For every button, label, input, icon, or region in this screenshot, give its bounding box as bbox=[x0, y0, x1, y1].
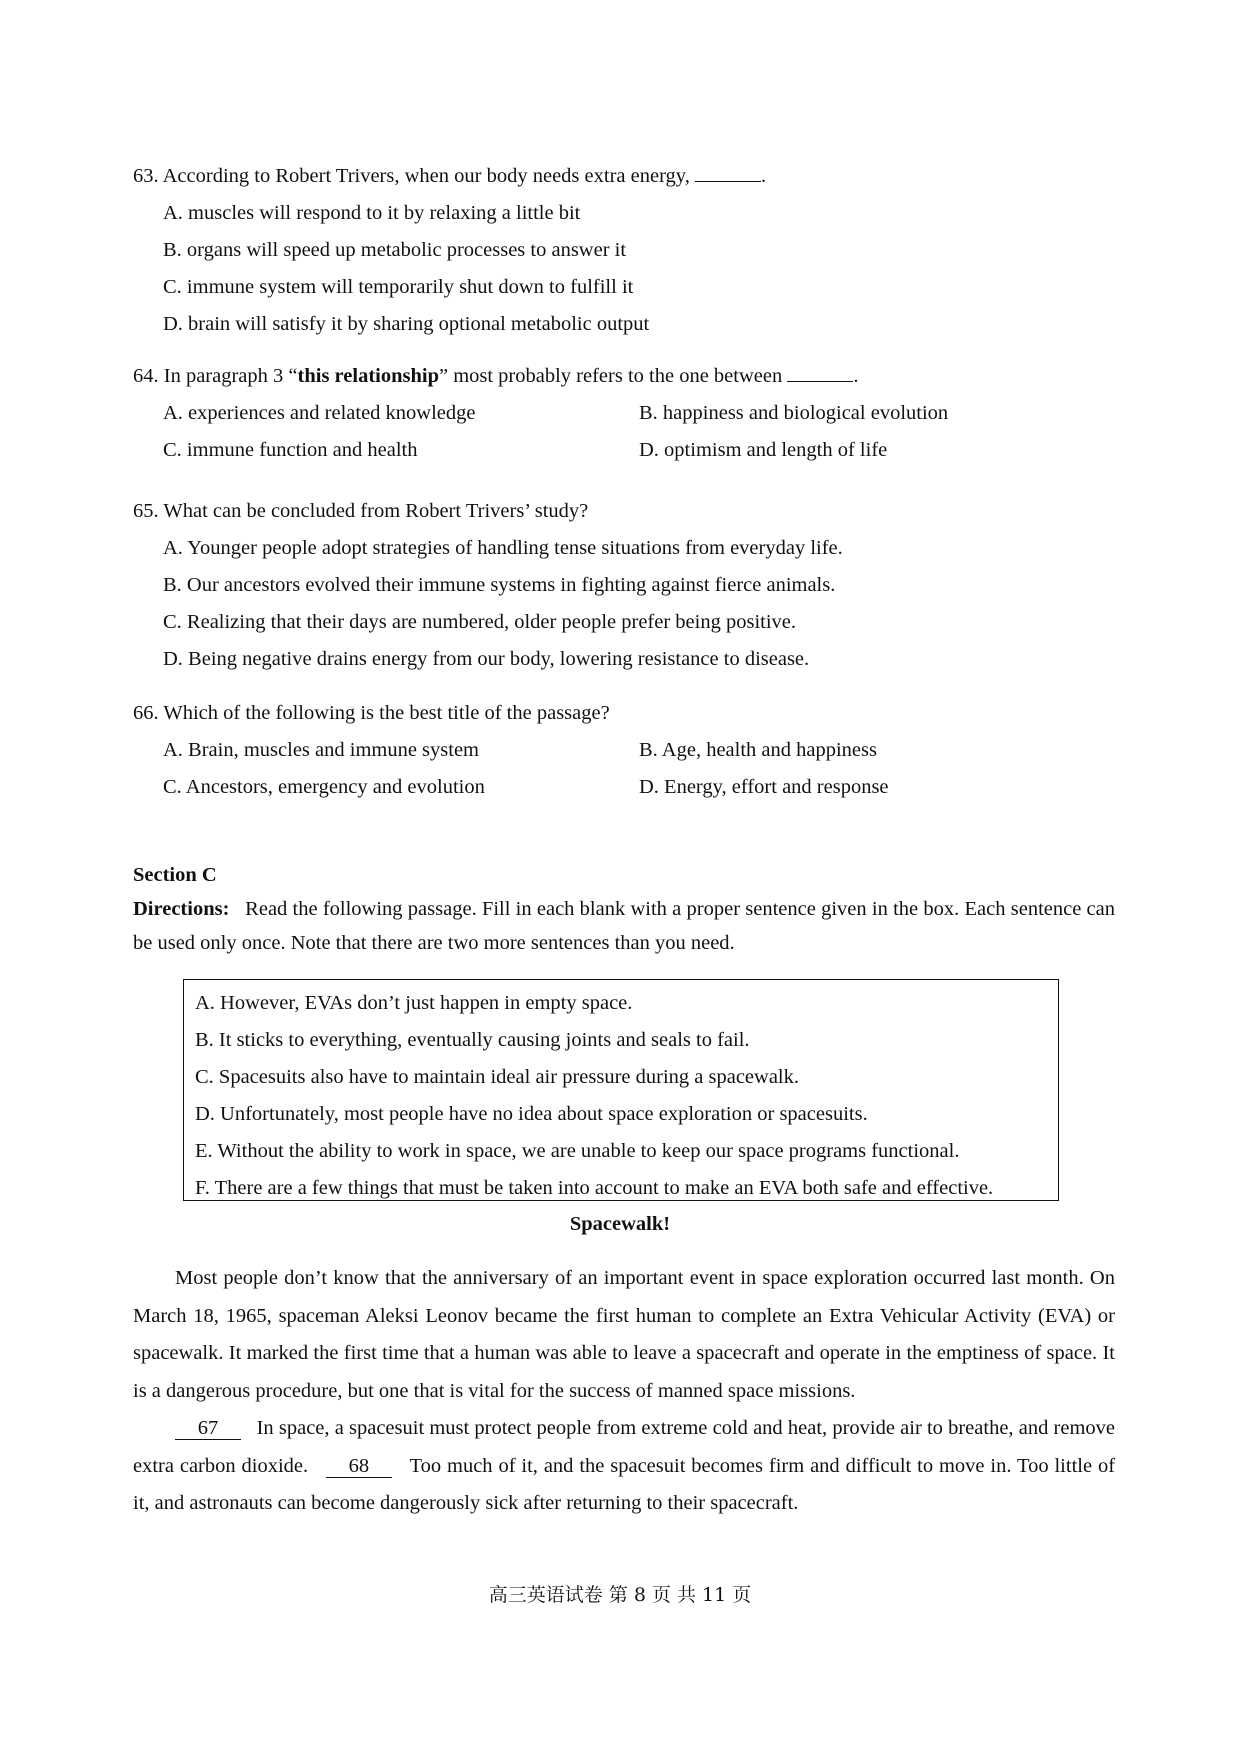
section-heading: Section C bbox=[133, 864, 217, 886]
option-d: D. Being negative drains energy from our body, lowering resistance to disease. bbox=[163, 648, 810, 670]
option-c: C. immune function and health bbox=[163, 439, 418, 461]
passage bbox=[133, 1260, 1115, 1523]
question-64 bbox=[133, 358, 1113, 469]
option-a: A. Brain, muscles and immune system bbox=[163, 739, 479, 761]
option-c: C. Realizing that their days are numbered, older people prefer being positive. bbox=[163, 611, 797, 633]
option-b: B. Age, health and happiness bbox=[639, 739, 877, 761]
question-65 bbox=[133, 493, 1113, 678]
option-b: B. Our ancestors evolved their immune systems in fighting against fierce animals. bbox=[163, 574, 836, 596]
passage-paragraph-2: 67 In space, a spacesuit must protect people from extreme cold and heat, provide air to breathe, and remove extra carbon dioxide. 68 Too much of it, and the spacesuit becomes firm and difficult to move in. Too little of it, and astronauts can become dangerously sick after returning to their spacecraft. bbox=[133, 1417, 1116, 1514]
option-b: B. organs will speed up metabolic processes to answer it bbox=[163, 239, 627, 261]
page-footer: 高三英语试卷 第 8 页 共 11 页 bbox=[488, 1584, 752, 1606]
option-a: A. muscles will respond to it by relaxing a little bit bbox=[163, 202, 581, 224]
option-d: D. Energy, effort and response bbox=[639, 776, 889, 798]
blank-68: 68 bbox=[326, 1455, 392, 1478]
box-sentence-e: E. Without the ability to work in space, we are unable to keep our space programs functional. bbox=[195, 1140, 960, 1162]
box-sentence-a: A. However, EVAs don’t just happen in empty space. bbox=[195, 992, 633, 1014]
box-sentence-d: D. Unfortunately, most people have no idea about space exploration or spacesuits. bbox=[195, 1103, 868, 1125]
option-d: D. optimism and length of life bbox=[639, 439, 888, 461]
question-stem: 66. Which of the following is the best title of the passage? bbox=[133, 702, 610, 724]
option-row bbox=[133, 732, 1113, 769]
option-b: B. happiness and biological evolution bbox=[639, 402, 949, 424]
option-c: C. Ancestors, emergency and evolution bbox=[163, 776, 485, 798]
option-row bbox=[133, 432, 1113, 469]
question-63 bbox=[133, 158, 1113, 343]
option-a: A. Younger people adopt strategies of handling tense situations from everyday life. bbox=[163, 537, 843, 559]
question-stem: 64. In paragraph 3 “this relationship” most probably refers to the one between . bbox=[133, 365, 859, 387]
option-row bbox=[133, 395, 1113, 432]
option-a: A. experiences and related knowledge bbox=[163, 402, 476, 424]
question-stem: 65. What can be concluded from Robert Trivers’ study? bbox=[133, 500, 589, 522]
passage-paragraph-1: Most people don’t know that the anniversary of an important event in space exploration occurred last month. On March 18, 1965, spaceman Aleksi Leonov became the first human to complete an Extra Vehicular Activity (EVA) or spacewalk. It marked the first time that a human was able to leave a spacecraft and operate in the emptiness of space. It is a dangerous procedure, but one that is vital for the success of manned space missions. bbox=[133, 1267, 1115, 1402]
passage-title: Spacewalk! bbox=[569, 1213, 671, 1235]
box-sentence-b: B. It sticks to everything, eventually causing joints and seals to fail. bbox=[195, 1029, 750, 1051]
sentence-box bbox=[183, 979, 1059, 1201]
section-c bbox=[133, 858, 1115, 960]
option-d: D. brain will satisfy it by sharing optional metabolic output bbox=[163, 313, 650, 335]
blank-67: 67 bbox=[175, 1417, 241, 1440]
question-66 bbox=[133, 695, 1113, 806]
box-sentence-c: C. Spacesuits also have to maintain ideal air pressure during a spacewalk. bbox=[195, 1066, 799, 1088]
option-c: C. immune system will temporarily shut down to fulfill it bbox=[163, 276, 634, 298]
option-row bbox=[133, 769, 1113, 806]
question-stem: 63. According to Robert Trivers, when our body needs extra energy, . bbox=[133, 165, 767, 187]
directions: Directions: Read the following passage. Fill in each blank with a proper sentence given in the box. Each sentence can be used only once. Note that there are two more sentences than you need. bbox=[133, 898, 1116, 954]
answer-blank bbox=[695, 163, 761, 182]
answer-blank bbox=[787, 363, 853, 382]
box-sentence-f: F. There are a few things that must be taken into account to make an EVA both safe and effective. bbox=[195, 1177, 994, 1199]
